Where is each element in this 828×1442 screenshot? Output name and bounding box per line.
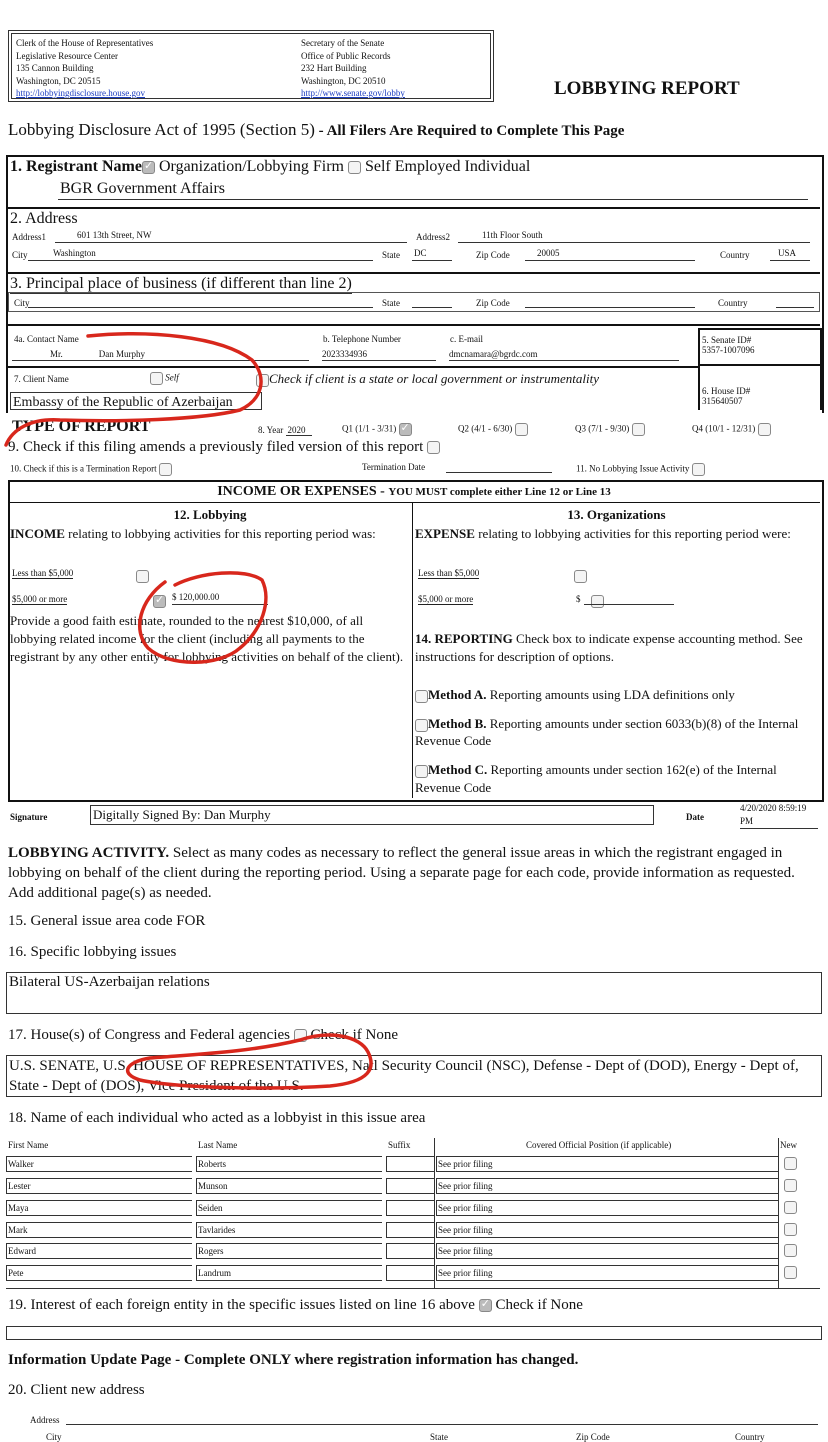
q4-option[interactable]: Q4 (10/1 - 12/31) [692,423,771,436]
q3-option[interactable]: Q3 (7/1 - 9/30) [575,423,645,436]
update-state-label: State [430,1432,448,1442]
table-row [6,1156,798,1172]
phone-field[interactable]: 2023334936 [322,349,436,361]
reporting-text: 14. REPORTING Check box to indicate expense accounting method. See instructions for description of options. [415,631,803,664]
method-c-checkbox[interactable] [415,765,428,778]
q3-checkbox[interactable] [632,423,645,436]
first-name-cell[interactable]: Pete [6,1265,192,1281]
signature-field[interactable]: Digitally Signed By: Dan Murphy [90,805,654,825]
first-name-cell[interactable]: Mark [6,1222,192,1238]
th-suffix: Suffix [388,1140,411,1150]
email-label: c. E-mail [450,334,483,344]
org-checkbox[interactable] [142,161,155,174]
position-cell[interactable]: See prior filing [436,1178,778,1194]
date-field: 4/20/2020 8:59:19 PM [740,802,818,829]
termination-line: 10. Check if this is a Termination Report [10,463,172,476]
amend-line: 9. Check if this filing amends a previously filed version of this report [8,439,440,456]
expense-amount-field[interactable] [584,592,674,605]
country-field[interactable]: USA [770,248,810,261]
last-name-cell[interactable]: Roberts [196,1156,382,1172]
first-name-cell[interactable]: Edward [6,1243,192,1259]
principal-label: 3. Principal place of business (if different than line 2) [10,275,352,292]
client-self: Self [150,372,179,385]
new-checkbox[interactable] [784,1244,797,1257]
suffix-cell[interactable] [386,1200,434,1216]
client-name-field[interactable]: Embassy of the Republic of Azerbaijan [10,392,262,410]
termination-date-field[interactable] [446,461,552,473]
principal-state-label: State [382,298,400,308]
principal-zip-field[interactable] [525,297,695,308]
update-address-label: Address [30,1415,60,1425]
last-name-cell[interactable]: Tavlarides [196,1222,382,1238]
last-name-cell[interactable]: Landrum [196,1265,382,1281]
position-cell[interactable]: See prior filing [436,1156,778,1172]
update-title: Information Update Page - Complete ONLY where registration information has changed. [8,1352,579,1368]
suffix-cell[interactable] [386,1222,434,1238]
line15: 15. General issue area code FOR [8,913,206,929]
report-title: LOBBYING REPORT [554,78,740,99]
position-cell[interactable]: See prior filing [436,1200,778,1216]
amend-checkbox[interactable] [427,441,440,454]
foreign-field[interactable] [6,1326,822,1340]
update-city-label: City [46,1432,62,1442]
income-less-label: Less than $5,000 [12,568,74,578]
line18: 18. Name of each individual who acted as a lobbyist in this issue area [8,1110,426,1126]
position-cell[interactable]: See prior filing [436,1243,778,1259]
issues-field[interactable]: Bilateral US-Azerbaijan relations [6,972,822,1014]
income-less-checkbox[interactable] [136,570,149,583]
update-zip-label: Zip Code [576,1432,610,1442]
city-field[interactable]: Washington [28,248,373,261]
phone-label: b. Telephone Number [323,334,401,344]
table-row [6,1243,798,1259]
q1-checkbox[interactable] [399,423,412,436]
country-label: Country [720,250,750,260]
suffix-cell[interactable] [386,1156,434,1172]
contact-label: 4a. Contact Name [14,334,79,344]
principal-country-field[interactable] [776,297,814,308]
agencies-none-checkbox[interactable] [294,1029,307,1042]
table-row [6,1265,798,1281]
senate-link[interactable]: http://www.senate.gov/lobby [301,88,405,98]
expense-text: EXPENSE relating to lobbying activities for this reporting period were: [415,526,791,541]
table-row [6,1222,798,1238]
principal-city-label: City [14,298,30,308]
expense-less-checkbox[interactable] [574,570,587,583]
th-first: First Name [8,1140,49,1150]
first-name-cell[interactable]: Lester [6,1178,192,1194]
suffix-cell[interactable] [386,1243,434,1259]
state-gov-checkbox[interactable] [256,374,269,387]
state-field[interactable]: DC [412,248,452,261]
clerk-link[interactable]: http://lobbyingdisclosure.house.gov [16,88,145,98]
line16: 16. Specific lobbying issues [8,944,177,960]
principal-zip-label: Zip Code [476,298,510,308]
registrant-name: BGR Government Affairs [60,180,226,197]
income-expenses-header: INCOME OR EXPENSES - YOU MUST complete either Line 12 or Line 13 [217,484,611,499]
line17: 17. House(s) of Congress and Federal agencies Check if None [8,1027,398,1043]
principal-city-field[interactable] [28,297,373,308]
line20: 20. Client new address [8,1382,145,1398]
new-checkbox[interactable] [784,1157,797,1170]
income-more-checkbox[interactable] [153,595,166,608]
signature-label: Signature [10,812,48,822]
first-name-cell[interactable]: Maya [6,1200,192,1216]
state-label: State [382,250,400,260]
state-gov-line: Check if client is a state or local government or instrumentality [256,371,599,387]
termination-checkbox[interactable] [159,463,172,476]
address-label: 2. Address [10,210,78,227]
method-b: Method B. Reporting amounts under section 6033(b)(8) of the Internal Revenue Code [415,716,799,748]
suffix-cell[interactable] [386,1178,434,1194]
organizations-title: 13. Organizations [567,507,666,522]
income-text: INCOME relating to lobbying activities for this reporting period was: [10,526,376,541]
th-position: Covered Official Position (if applicable) [526,1140,672,1150]
q1-option[interactable]: Q1 (1/1 - 3/31) ✓ [342,423,412,436]
contact-name-field[interactable]: Mr. Dan Murphy [12,349,309,361]
table-row [6,1178,798,1194]
lobbying-title: 12. Lobbying [173,507,247,522]
no-activity-checkbox[interactable] [692,463,705,476]
expense-less-label: Less than $5,000 [418,568,480,578]
update-country-label: Country [735,1432,765,1442]
client-self-checkbox[interactable] [150,372,163,385]
position-cell[interactable]: See prior filing [436,1265,778,1281]
agencies-field[interactable]: U.S. SENATE, U.S. HOUSE OF REPRESENTATIVES, Natl Security Council (NSC), Defense - Dept of (DOD), Energy - Dept of, State - Dept of (DOS), Vice President of the U.S. [6,1055,822,1097]
act-line: Lobbying Disclosure Act of 1995 (Section 5) - All Filers Are Required to Complete This Page [8,120,625,139]
senate-id-box: 5. Senate ID# 5357-1007096 [698,328,822,366]
line19: 19. Interest of each foreign entity in the specific issues listed on line 16 above ✓ Check if None [8,1297,583,1314]
address1-field[interactable]: 601 13th Street, NW [55,230,407,243]
foreign-none-checkbox[interactable] [479,1299,492,1312]
first-name-cell[interactable]: Walker [6,1156,192,1172]
table-row [6,1200,798,1216]
new-checkbox[interactable] [784,1179,797,1192]
email-field[interactable]: dmcnamara@bgrdc.com [449,349,679,361]
method-c: Method C. Reporting amounts under section 162(e) of the Internal Revenue Code [415,762,777,795]
method-a: Method A. Reporting amounts using LDA definitions only [415,686,819,704]
last-name-cell[interactable]: Seiden [196,1200,382,1216]
method-a-checkbox[interactable] [415,690,428,703]
income-amount-field[interactable]: $ 120,000.00 [172,592,268,605]
principal-country-label: Country [718,298,748,308]
zip-label: Zip Code [476,250,510,260]
no-activity-line: 11. No Lobbying Issue Activity [576,463,705,476]
position-cell[interactable]: See prior filing [436,1222,778,1238]
income-more-label: $5,000 or more [12,594,68,604]
year-field: 8. Year 2020 [258,425,312,435]
termination-date: Termination Date [362,462,426,472]
th-new: New [780,1140,797,1150]
activity-text: LOBBYING ACTIVITY. Select as many codes as necessary to reflect the general issue areas in which the registrant engaged in lobbying on behalf of the client during the reporting period. Using a separate page for each code, provide information as requested. Add additional page(s) as needed. [8,845,795,901]
expense-dollar: $ [576,594,581,604]
house-id-box: 6. House ID# 315640507 [698,364,822,410]
suffix-cell[interactable] [386,1265,434,1281]
address1-label: Address1 [12,232,46,242]
self-employed-checkbox[interactable] [348,161,361,174]
last-name-cell[interactable]: Rogers [196,1243,382,1259]
faith-text: Provide a good faith estimate, rounded to the nearest $10,000, of all lobbying related income for the client (including all payments to the registrant by any other entity for lobbying activities on behalf of the client). [10,613,404,664]
update-address-field[interactable] [66,1413,818,1425]
address2-field[interactable]: 11th Floor South [458,230,810,243]
q4-checkbox[interactable] [758,423,771,436]
new-checkbox[interactable] [784,1266,797,1279]
clerk-address: Clerk of the House of Representatives Legislative Resource Center 135 Cannon Building Washington, DC 20515 http://lobbyingdisclosure.house.gov [16,38,154,98]
expense-more-label: $5,000 or more [418,594,474,604]
senate-address: Secretary of the Senate Office of Public Records 232 Hart Building Washington, DC 20510 http://www.senate.gov/lobby [301,38,405,98]
new-checkbox[interactable] [784,1201,797,1214]
type-of-report: TYPE OF REPORT [12,418,151,435]
date-label: Date [686,812,704,822]
q2-option[interactable]: Q2 (4/1 - 6/30) [458,423,528,436]
office-address-box [8,30,494,102]
method-b-checkbox[interactable] [415,719,428,732]
q2-checkbox[interactable] [515,423,528,436]
address2-label: Address2 [416,232,450,242]
th-last: Last Name [198,1140,238,1150]
city-label: City [12,250,28,260]
principal-state-field[interactable] [412,297,452,308]
client-label: 7. Client Name [14,374,69,384]
zip-field[interactable]: 20005 [525,248,695,261]
new-checkbox[interactable] [784,1223,797,1236]
registrant-line: 1. Registrant Name✓ Organization/Lobbying Firm Self Employed Individual [10,158,530,176]
last-name-cell[interactable]: Munson [196,1178,382,1194]
